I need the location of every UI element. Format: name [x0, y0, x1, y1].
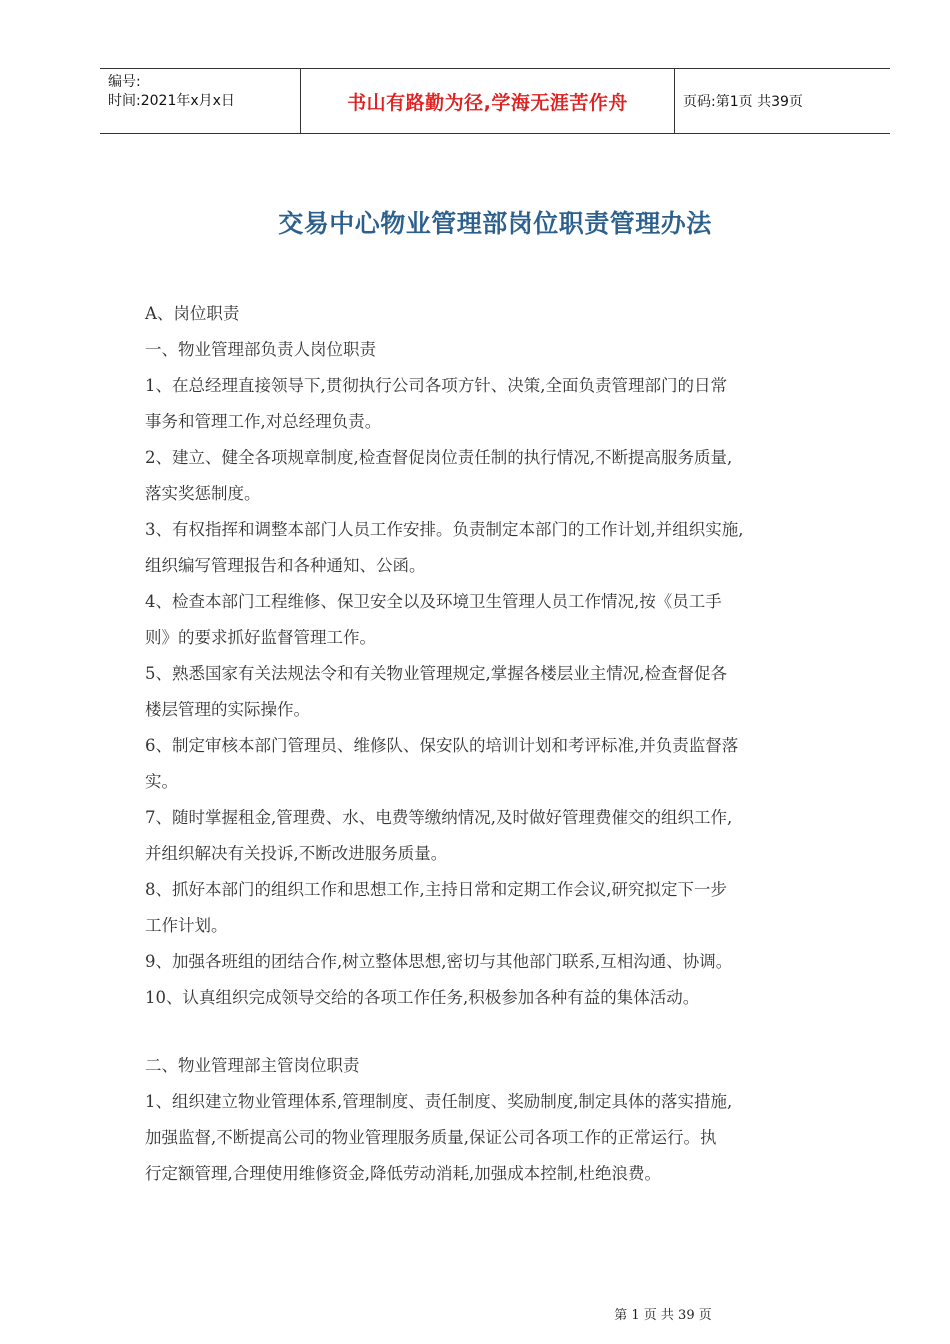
- section2-line: 加强监督,不断提高公司的物业管理服务质量,保证公司各项工作的正常运行。执: [145, 1128, 717, 1147]
- document-date-label: 时间:2021年x月x日: [108, 93, 235, 109]
- section1-line: 楼层管理的实际操作。: [145, 700, 310, 719]
- section1-line: 组织编写管理报告和各种通知、公函。: [145, 556, 426, 575]
- section1-line: 9、加强各班组的团结合作,树立整体思想,密切与其他部门联系,互相沟通、协调。: [145, 952, 733, 971]
- section1-line: 4、检查本部门工程维修、保卫安全以及环境卫生管理人员工作情况,按《员工手: [145, 592, 722, 611]
- section1-line: 工作计划。: [145, 916, 228, 935]
- document-body: [145, 296, 870, 1192]
- section2-line: 1、组织建立物业管理体系,管理制度、责任制度、奖励制度,制定具体的落实措施,: [145, 1092, 733, 1111]
- page-footer: 第 1 页 共 39 页: [614, 1308, 712, 1323]
- section1-line: 6、制定审核本部门管理员、维修队、保安队的培训计划和考评标准,并负责监督落: [145, 736, 739, 755]
- section1-line: 则》的要求抓好监督管理工作。: [145, 628, 376, 647]
- section1-heading: 一、物业管理部负责人岗位职责: [145, 340, 376, 359]
- section1-line: 并组织解决有关投诉,不断改进服务质量。: [145, 844, 448, 863]
- section1-line: 5、熟悉国家有关法规法令和有关物业管理规定,掌握各楼层业主情况,检查督促各: [145, 664, 727, 683]
- section2-line: 行定额管理,合理使用维修资金,降低劳动消耗,加强成本控制,杜绝浪费。: [145, 1164, 661, 1183]
- section1-line: 2、建立、健全各项规章制度,检查督促岗位责任制的执行情况,不断提高服务质量,: [145, 448, 733, 467]
- section1-line: 3、有权指挥和调整本部门人员工作安排。负责制定本部门的工作计划,并组织实施,: [145, 520, 744, 539]
- section1-line: 实。: [145, 772, 178, 791]
- section1-line: 1、在总经理直接领导下,贯彻执行公司各项方针、决策,全面负责管理部门的日常: [145, 376, 727, 395]
- section1-line: 10、认真组织完成领导交给的各项工作任务,积极参加各种有益的集体活动。: [145, 988, 700, 1007]
- section1-line: 事务和管理工作,对总经理负责。: [145, 412, 382, 431]
- section1-line: 7、随时掌握租金,管理费、水、电费等缴纳情况,及时做好管理费催交的组织工作,: [145, 808, 733, 827]
- header-meta: [100, 69, 301, 133]
- document-number-label: 编号:: [108, 74, 141, 90]
- section1-line: 8、抓好本部门的组织工作和思想工作,主持日常和定期工作会议,研究拟定下一步: [145, 880, 727, 899]
- section1-line: 落实奖惩制度。: [145, 484, 261, 503]
- document-title: 交易中心物业管理部岗位职责管理办法: [278, 209, 712, 238]
- section-spacer: [145, 1016, 870, 1048]
- document-header: [100, 68, 890, 134]
- header-motto: 书山有路勤为径,学海无涯苦作舟: [301, 69, 675, 133]
- section-a-heading: A、岗位职责: [145, 304, 240, 323]
- section2-heading: 二、物业管理部主管岗位职责: [145, 1056, 360, 1075]
- header-page-info: 页码:第1页 共39页: [683, 94, 803, 110]
